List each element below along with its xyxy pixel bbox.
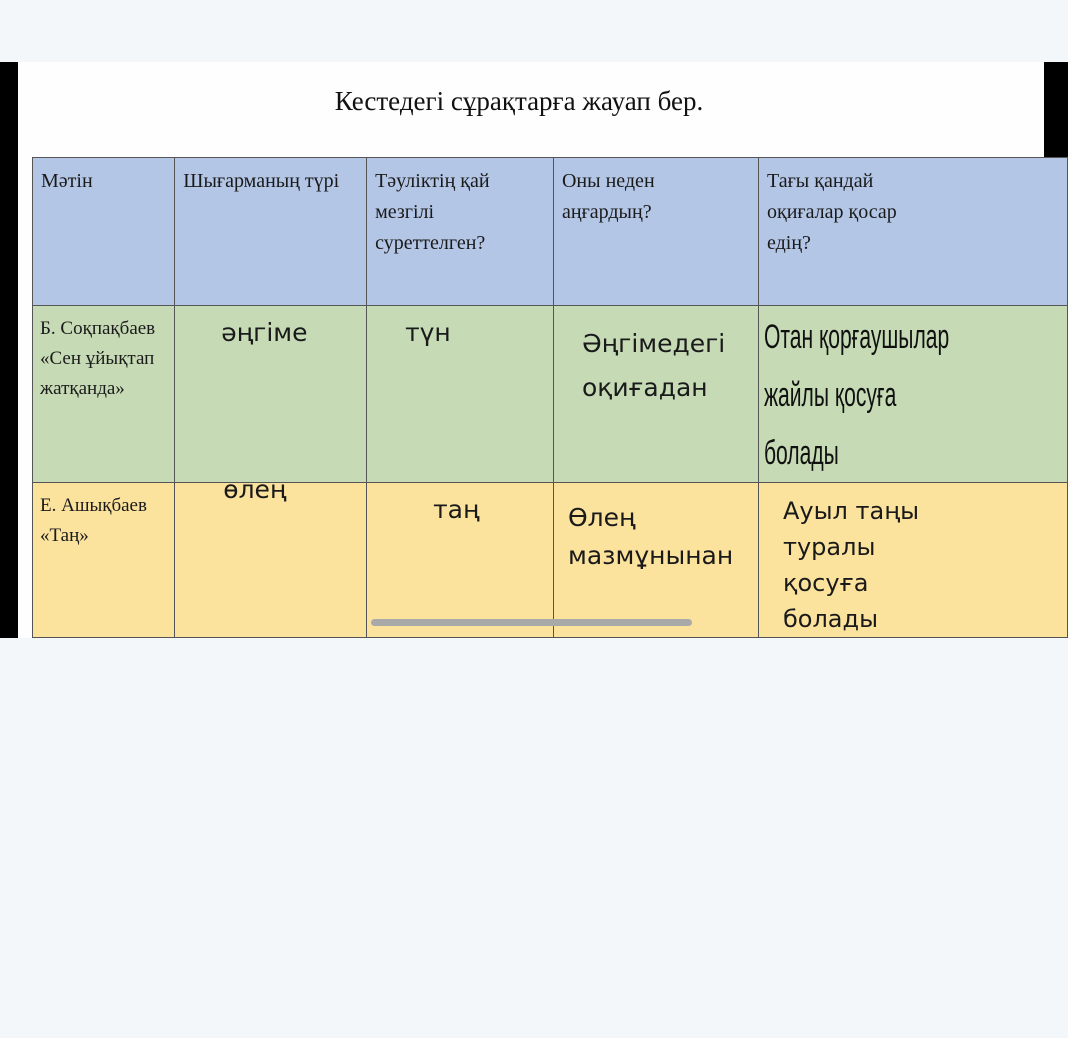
header-cell: Тағы қандай оқиғалар қосар едің? [758,158,1067,306]
answer-table [32,157,1068,638]
text-title-cell: Б. Соқпақбаев «Сен ұйықтап жатқанда» [33,306,175,483]
header-cell: Шығарманың түрі [175,158,367,306]
reason-cell: Өлең мазмұнынан [553,483,758,638]
text-title-cell: Е. Ашықбаев «Таң» [33,483,175,638]
genre-cell: әңгіме [175,306,367,483]
header-cell: Тәуліктің қай мезгілі суреттелген? [367,158,554,306]
header-cell: Оны неден аңғардың? [553,158,758,306]
reason-cell: Әңгімедегі оқиғадан [553,306,758,483]
table-header-row [33,158,1068,306]
time-cell: түн [367,306,554,483]
horizontal-scrollbar[interactable] [371,619,692,626]
extra-cell: Отан қорғаушылар жайлы қосуға болады [758,306,1067,483]
table-row [33,483,1068,638]
page-title: Кестедегі сұрақтарға жауап бер. [334,86,704,116]
table-row [33,306,1068,483]
genre-cell: өлең [175,483,367,638]
time-cell: таң [367,483,554,638]
header-cell: Мәтін [33,158,175,306]
extra-cell: Ауыл таңы туралы қосуға болады [758,483,1067,638]
